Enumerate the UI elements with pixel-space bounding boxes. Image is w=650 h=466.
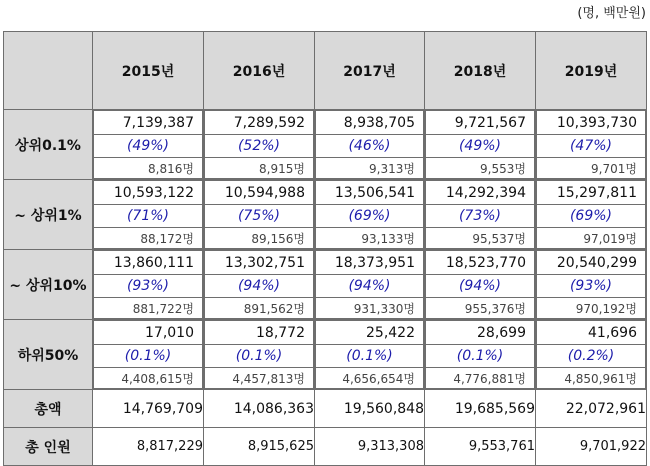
count-value: 88,172명 <box>94 228 203 249</box>
group-cell <box>204 110 315 180</box>
amount-value: 41,696 <box>537 321 646 345</box>
people-value: 9,313,308 <box>315 428 425 466</box>
data-table <box>3 31 647 466</box>
count-value: 931,330명 <box>316 298 424 319</box>
group-cell <box>204 180 315 250</box>
group-cell <box>425 320 536 390</box>
share-value: (0.1%) <box>205 345 314 368</box>
group-label: 상위0.1% <box>4 110 93 180</box>
amount-value: 18,523,770 <box>426 251 535 275</box>
share-value: (94%) <box>316 275 424 298</box>
group-row <box>4 180 647 250</box>
count-value: 95,537명 <box>426 228 535 249</box>
amount-value: 13,302,751 <box>205 251 314 275</box>
count-value: 8,816명 <box>94 158 203 179</box>
amount-value: 20,540,299 <box>537 251 646 275</box>
count-value: 4,776,881명 <box>426 368 535 389</box>
total-value: 19,560,848 <box>315 390 425 428</box>
total-value: 19,685,569 <box>425 390 536 428</box>
year-header: 2019년 <box>536 32 647 110</box>
group-label: 하위50% <box>4 320 93 390</box>
count-value: 9,701명 <box>537 158 646 179</box>
share-value: (0.2%) <box>537 345 646 368</box>
share-value: (49%) <box>94 135 203 158</box>
group-row <box>4 250 647 320</box>
group-cell <box>93 110 204 180</box>
count-value: 93,133명 <box>316 228 424 249</box>
count-value: 891,562명 <box>205 298 314 319</box>
count-value: 9,553명 <box>426 158 535 179</box>
count-value: 89,156명 <box>205 228 314 249</box>
group-label: ~ 상위10% <box>4 250 93 320</box>
total-value: 22,072,961 <box>536 390 647 428</box>
group-cell <box>204 250 315 320</box>
count-value: 881,722명 <box>94 298 203 319</box>
share-value: (0.1%) <box>426 345 535 368</box>
share-value: (52%) <box>205 135 314 158</box>
group-cell <box>204 320 315 390</box>
amount-value: 10,593,122 <box>94 181 203 205</box>
share-value: (49%) <box>426 135 535 158</box>
share-value: (71%) <box>94 205 203 228</box>
group-cell <box>315 320 425 390</box>
count-value: 970,192명 <box>537 298 646 319</box>
amount-value: 18,373,951 <box>316 251 424 275</box>
group-cell <box>315 110 425 180</box>
share-value: (47%) <box>537 135 646 158</box>
share-value: (73%) <box>426 205 535 228</box>
count-value: 4,457,813명 <box>205 368 314 389</box>
amount-value: 14,292,394 <box>426 181 535 205</box>
people-label: 총 인원 <box>4 428 93 466</box>
share-value: (93%) <box>537 275 646 298</box>
amount-value: 7,289,592 <box>205 111 314 135</box>
group-cell <box>315 180 425 250</box>
amount-value: 10,594,988 <box>205 181 314 205</box>
amount-value: 13,860,111 <box>94 251 203 275</box>
share-value: (75%) <box>205 205 314 228</box>
header-row <box>4 32 647 110</box>
amount-value: 17,010 <box>94 321 203 345</box>
count-value: 97,019명 <box>537 228 646 249</box>
count-value: 4,850,961명 <box>537 368 646 389</box>
people-row <box>4 428 647 466</box>
group-cell <box>93 250 204 320</box>
year-header: 2017년 <box>315 32 425 110</box>
group-cell <box>93 320 204 390</box>
year-header: 2016년 <box>204 32 315 110</box>
people-value: 8,817,229 <box>93 428 204 466</box>
group-cell <box>536 250 647 320</box>
amount-value: 25,422 <box>316 321 424 345</box>
amount-value: 15,297,811 <box>537 181 646 205</box>
count-value: 4,656,654명 <box>316 368 424 389</box>
share-value: (0.1%) <box>316 345 424 368</box>
group-cell <box>425 250 536 320</box>
group-row <box>4 110 647 180</box>
count-value: 4,408,615명 <box>94 368 203 389</box>
amount-value: 28,699 <box>426 321 535 345</box>
share-value: (69%) <box>316 205 424 228</box>
count-value: 955,376명 <box>426 298 535 319</box>
total-row <box>4 390 647 428</box>
share-value: (94%) <box>426 275 535 298</box>
group-label: ~ 상위1% <box>4 180 93 250</box>
group-row <box>4 320 647 390</box>
group-cell <box>425 180 536 250</box>
amount-value: 10,393,730 <box>537 111 646 135</box>
group-cell <box>315 250 425 320</box>
total-label: 총액 <box>4 390 93 428</box>
share-value: (46%) <box>316 135 424 158</box>
amount-value: 13,506,541 <box>316 181 424 205</box>
group-cell <box>536 180 647 250</box>
group-cell <box>93 180 204 250</box>
group-cell <box>536 110 647 180</box>
amount-value: 7,139,387 <box>94 111 203 135</box>
people-value: 9,553,761 <box>425 428 536 466</box>
corner-cell <box>4 32 93 110</box>
count-value: 8,915명 <box>205 158 314 179</box>
amount-value: 18,772 <box>205 321 314 345</box>
share-value: (69%) <box>537 205 646 228</box>
total-value: 14,769,709 <box>93 390 204 428</box>
count-value: 9,313명 <box>316 158 424 179</box>
total-value: 14,086,363 <box>204 390 315 428</box>
unit-note: (명, 백만원) <box>577 6 646 21</box>
group-cell <box>425 110 536 180</box>
year-header: 2018년 <box>425 32 536 110</box>
people-value: 9,701,922 <box>536 428 647 466</box>
group-cell <box>536 320 647 390</box>
amount-value: 9,721,567 <box>426 111 535 135</box>
share-value: (94%) <box>205 275 314 298</box>
amount-value: 8,938,705 <box>316 111 424 135</box>
people-value: 8,915,625 <box>204 428 315 466</box>
year-header: 2015년 <box>93 32 204 110</box>
share-value: (0.1%) <box>94 345 203 368</box>
share-value: (93%) <box>94 275 203 298</box>
